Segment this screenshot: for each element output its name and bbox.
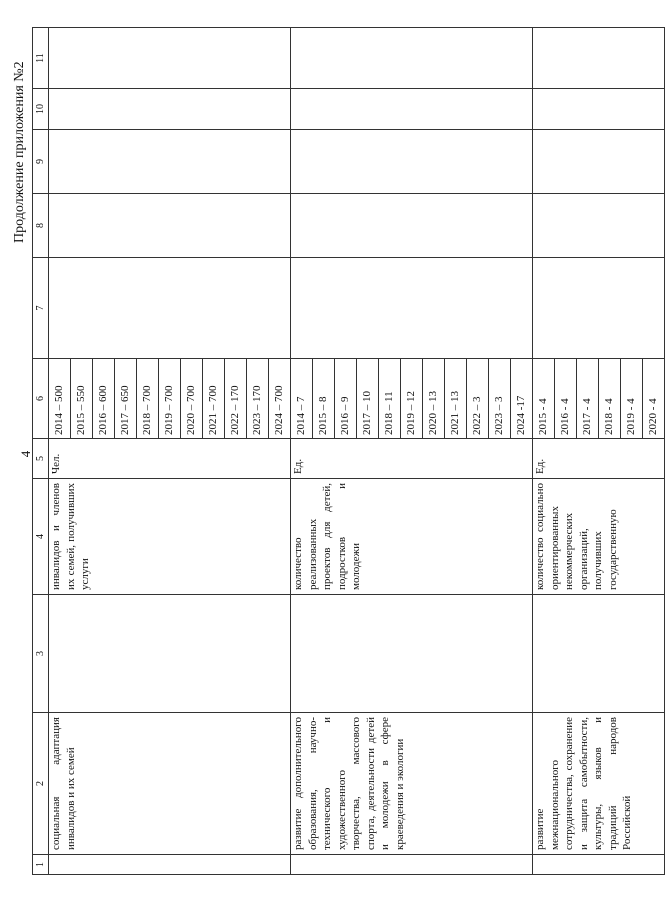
value-item: 2017 - 4 [577,359,599,438]
empty-cell [533,130,665,194]
value-item: 2018 – 11 [379,359,401,438]
empty-cell [291,258,533,359]
value-item: 2016 – 600 [93,359,115,438]
appendix-table [32,27,665,875]
empty-cell [49,258,291,359]
column-header: 3 [33,595,49,713]
task-cell: развитие межнационального сотрудничества, сохранение и защита самобытности, культуры, языков и традиций народов Российской [533,713,665,855]
empty-cell [49,89,291,130]
column-header: 7 [33,258,49,359]
column-header: 6 [33,359,49,439]
value-item: 2020 - 4 [647,398,659,435]
value-item: 2017 – 10 [357,359,379,438]
values-list [49,359,290,438]
empty-cell [291,89,533,130]
unit-cell: Ед. [533,439,665,479]
indicator-cell: количество реализованных проектов для детей, подростков и молодежи [291,479,533,595]
values-cell [533,359,665,439]
measure-cell [49,595,291,713]
column-header: 1 [33,855,49,875]
value-item: 2023 – 3 [489,359,511,438]
value-item: 2019 – 700 [159,359,181,438]
value-item: 2022 – 170 [225,359,247,438]
task-cell: социальная адаптация инвалидов и их семей [49,713,291,855]
empty-cell [49,130,291,194]
empty-cell [533,28,665,89]
row-number-cell [533,855,665,875]
column-header: 5 [33,439,49,479]
empty-cell [533,258,665,359]
value-item: 2020 – 700 [181,359,203,438]
indicator-cell: количество социально ориентированных некоммерческих организаций, получивших государственную [533,479,665,595]
value-item: 2015 – 8 [313,359,335,438]
measure-cell [291,595,533,713]
empty-cell [533,194,665,258]
value-item: 2016 - 4 [555,359,577,438]
column-header-row [33,28,49,875]
empty-cell [49,194,291,258]
value-item: 2023 – 170 [247,359,269,438]
empty-cell [49,28,291,89]
table-row [291,28,533,875]
value-item: 2024 -17 [515,395,527,435]
value-item: 2024 – 700 [273,385,285,435]
values-list [291,359,532,438]
column-header: 11 [33,28,49,89]
row-number-cell [291,855,533,875]
column-header: 8 [33,194,49,258]
column-header: 4 [33,479,49,595]
value-item: 2015 - 4 [533,359,555,438]
unit-cell: Чел. [49,439,291,479]
empty-cell [533,89,665,130]
value-item: 2015 – 550 [71,359,93,438]
row-number-cell [49,855,291,875]
task-cell: развитие дополнительного образования, научно-технического и художественного творчества, массового спорта, деятельности детей и молодежи в сфере краеведения и экологии [291,713,533,855]
values-list [533,359,664,438]
value-item: 2016 – 9 [335,359,357,438]
value-item: 2019 – 12 [401,359,423,438]
empty-cell [291,28,533,89]
value-item: 2019 - 4 [621,359,643,438]
empty-cell [291,130,533,194]
value-item: 2020 – 13 [423,359,445,438]
values-cell [49,359,291,439]
value-item: 2022 – 3 [467,359,489,438]
measure-cell [533,595,665,713]
value-item: 2018 – 700 [137,359,159,438]
value-item: 2017 – 650 [115,359,137,438]
empty-cell [291,194,533,258]
value-item: 2021 – 13 [445,359,467,438]
column-header: 9 [33,130,49,194]
value-item: 2014 – 7 [291,359,313,438]
unit-cell: Ед. [291,439,533,479]
value-item: 2014 – 500 [49,359,71,438]
column-header: 10 [33,89,49,130]
page-number: 4 [18,450,33,458]
value-item: 2018 - 4 [599,359,621,438]
values-cell [291,359,533,439]
appendix-title: Продолжение приложения №2 [12,61,27,243]
column-header: 2 [33,713,49,855]
table-row [49,28,291,875]
value-item: 2021 – 700 [203,359,225,438]
table-row [533,28,665,875]
indicator-cell: инвалидов и членов их семей, получивших услуги [49,479,291,595]
